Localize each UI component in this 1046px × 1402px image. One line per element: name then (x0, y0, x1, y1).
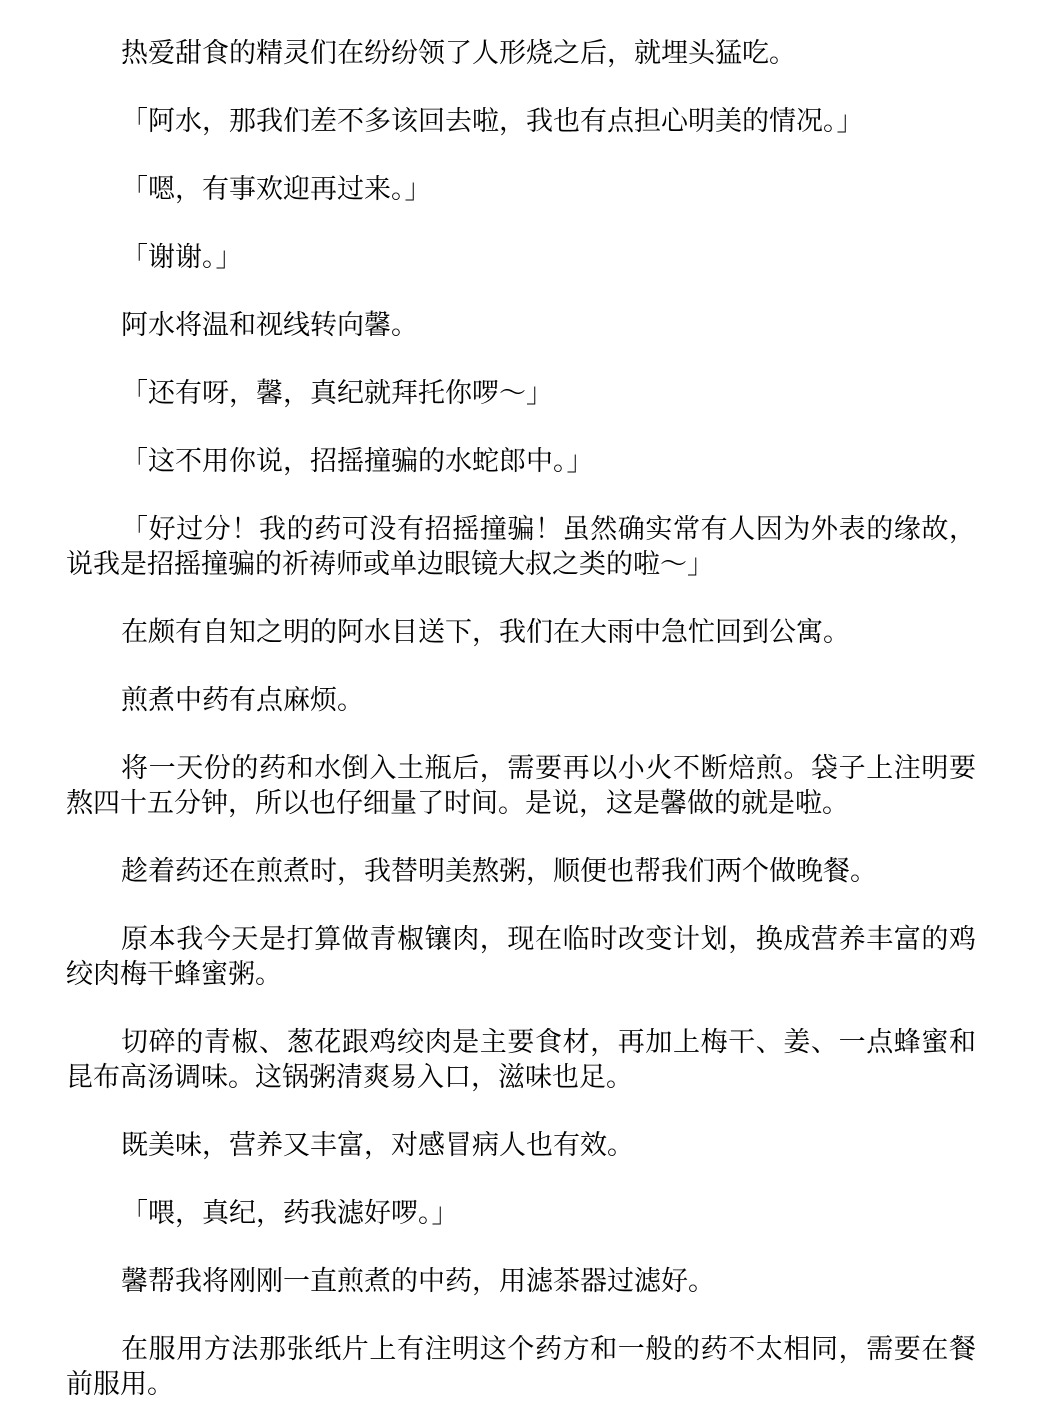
document-page (66, 36, 976, 1402)
paragraph: 热爱甜食的精灵们在纷纷领了人形烧之后，就埋头猛吃。 (121, 38, 796, 69)
paragraph: 「好过分！我的药可没有招摇撞骗！虽然确实常有人因为外表的缘故，说我是招摇撞骗的祈祷师或单边眼镜大叔之类的啦～」 (66, 514, 976, 580)
paragraph: 「还有呀，馨，真纪就拜托你啰～」 (121, 378, 553, 409)
paragraph: 「谢谢。」 (121, 242, 243, 273)
paragraph: 既美味，营养又丰富，对感冒病人也有效。 (121, 1130, 634, 1161)
paragraph: 「嗯，有事欢迎再过来。」 (121, 174, 432, 205)
paragraph: 在颇有自知之明的阿水目送下，我们在大雨中急忙回到公寓。 (121, 617, 850, 648)
paragraph: 「喂，真纪，药我滤好啰。」 (121, 1198, 459, 1229)
paragraph: 馨帮我将刚刚一直煎煮的中药，用滤茶器过滤好。 (121, 1266, 715, 1297)
paragraph: 原本我今天是打算做青椒镶肉，现在临时改变计划，换成营养丰富的鸡绞肉梅干蜂蜜粥。 (66, 924, 976, 990)
paragraph: 煎煮中药有点麻烦。 (121, 685, 364, 716)
paragraph: 将一天份的药和水倒入土瓶后，需要再以小火不断焙煎。袋子上注明要熬四十五分钟，所以也仔细量了时间。是说，这是馨做的就是啦。 (66, 753, 976, 819)
paragraph: 「阿水，那我们差不多该回去啦，我也有点担心明美的情况。」 (121, 106, 864, 137)
paragraph: 在服用方法那张纸片上有注明这个药方和一般的药不太相同，需要在餐前服用。 (66, 1334, 976, 1400)
paragraph: 趁着药还在煎煮时，我替明美熬粥，顺便也帮我们两个做晚餐。 (121, 856, 877, 887)
paragraph: 「这不用你说，招摇撞骗的水蛇郎中。」 (121, 446, 594, 477)
paragraph: 切碎的青椒、葱花跟鸡绞肉是主要食材，再加上梅干、姜、一点蜂蜜和昆布高汤调味。这锅粥清爽易入口，滋味也足。 (66, 1027, 976, 1093)
paragraph: 阿水将温和视线转向馨。 (121, 310, 418, 341)
